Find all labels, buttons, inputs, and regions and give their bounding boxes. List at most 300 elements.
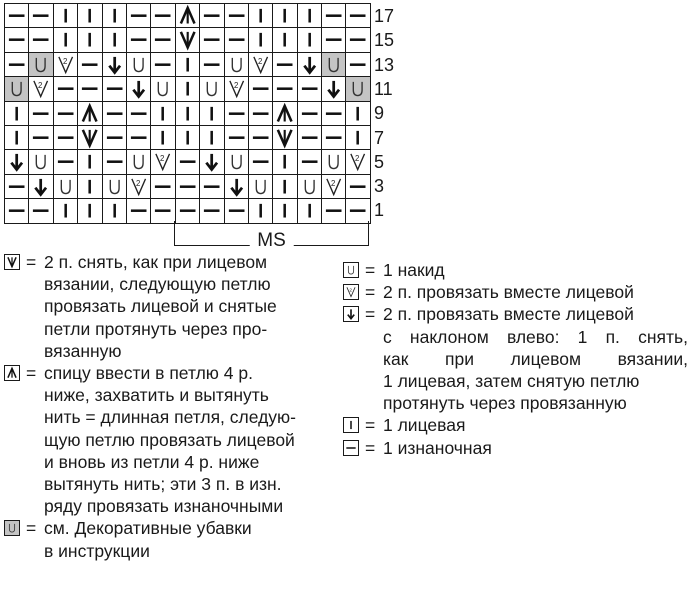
legend-text-line: 1 накид bbox=[383, 260, 445, 280]
chart-cell bbox=[53, 28, 77, 52]
decorative-decrease-icon bbox=[29, 53, 52, 76]
chart-cell bbox=[248, 28, 272, 52]
chart-cell bbox=[346, 28, 370, 52]
purl-icon bbox=[298, 126, 321, 149]
svg-text:2: 2 bbox=[331, 178, 336, 188]
chart-row bbox=[5, 4, 371, 28]
repeat-label: MS bbox=[249, 231, 294, 250]
knit-icon bbox=[78, 175, 101, 198]
purl-icon bbox=[103, 150, 126, 173]
yarn-over-icon bbox=[249, 175, 272, 198]
chart-cell bbox=[346, 150, 370, 174]
legend-item-sk2p bbox=[4, 251, 324, 362]
purl-icon bbox=[346, 199, 369, 222]
purl-icon bbox=[346, 53, 369, 76]
chart-cell bbox=[322, 28, 346, 52]
legend-item-long_up bbox=[4, 362, 324, 517]
yarn-over-icon bbox=[54, 175, 77, 198]
knit-icon bbox=[298, 199, 321, 222]
sk2p-icon bbox=[273, 126, 296, 149]
elongated-stitch-icon bbox=[273, 102, 296, 125]
chart-cell bbox=[322, 101, 346, 125]
knit-icon bbox=[151, 126, 174, 149]
chart-cell bbox=[78, 77, 102, 101]
purl-icon bbox=[343, 440, 359, 456]
legend-text-line: 1 лицевая, затем снятую петлю bbox=[383, 371, 640, 392]
legend-text-line: 2 п. провязать вместе лицевой bbox=[383, 304, 634, 325]
legend-item-ssk bbox=[343, 303, 688, 414]
purl-icon bbox=[5, 175, 28, 198]
chart-cell bbox=[53, 199, 77, 223]
chart-cell bbox=[200, 52, 224, 76]
purl-icon bbox=[176, 199, 199, 222]
chart-cell bbox=[224, 28, 248, 52]
chart-cell bbox=[5, 174, 29, 198]
chart-row bbox=[5, 150, 371, 174]
knit-icon bbox=[346, 126, 369, 149]
svg-text:2: 2 bbox=[349, 287, 353, 293]
legend-item-k bbox=[343, 414, 688, 436]
purl-icon bbox=[346, 4, 369, 27]
legend-text-line: провязать лицевой и снятые bbox=[44, 296, 277, 317]
chart-cell bbox=[297, 28, 321, 52]
chart-cell bbox=[53, 174, 77, 198]
purl-icon bbox=[127, 199, 150, 222]
chart-cell bbox=[5, 199, 29, 223]
chart-cell bbox=[102, 125, 126, 149]
sk2p-icon bbox=[176, 28, 199, 51]
chart-cell bbox=[224, 150, 248, 174]
knit-icon bbox=[103, 28, 126, 51]
knit-icon bbox=[249, 4, 272, 27]
chart-cell bbox=[273, 174, 297, 198]
legend-left bbox=[4, 251, 324, 562]
chart-cell bbox=[78, 150, 102, 174]
chart-cell bbox=[78, 28, 102, 52]
purl-icon bbox=[225, 126, 248, 149]
row-number: 1 bbox=[374, 200, 385, 221]
row-number: 7 bbox=[374, 127, 385, 148]
purl-icon bbox=[200, 53, 223, 76]
chart-cell bbox=[200, 199, 224, 223]
purl-icon bbox=[29, 28, 52, 51]
chart-cell bbox=[29, 101, 53, 125]
legend-item-p bbox=[343, 437, 688, 459]
row-number: 3 bbox=[374, 176, 385, 197]
chart-cell bbox=[126, 4, 150, 28]
purl-icon bbox=[5, 28, 28, 51]
ssk-icon bbox=[29, 175, 52, 198]
chart-cell bbox=[126, 28, 150, 52]
chart-cell bbox=[273, 125, 297, 149]
svg-text:2: 2 bbox=[38, 81, 43, 91]
chart-cell bbox=[175, 4, 199, 28]
chart-cell bbox=[346, 101, 370, 125]
yarn-over-icon bbox=[343, 262, 359, 278]
chart-cell bbox=[78, 125, 102, 149]
chart-cell bbox=[297, 77, 321, 101]
chart-cell bbox=[200, 125, 224, 149]
knit-icon bbox=[54, 4, 77, 27]
knit-icon bbox=[346, 102, 369, 125]
chart-cell bbox=[200, 101, 224, 125]
chart-cell bbox=[53, 4, 77, 28]
row-number: 9 bbox=[374, 103, 385, 124]
chart-cell bbox=[297, 52, 321, 76]
chart-cell bbox=[151, 101, 175, 125]
knit-icon bbox=[5, 102, 28, 125]
knit-icon bbox=[176, 126, 199, 149]
knit-icon bbox=[273, 28, 296, 51]
purl-icon bbox=[322, 28, 345, 51]
knit-icon bbox=[54, 28, 77, 51]
yarn-over-icon bbox=[200, 77, 223, 100]
chart-cell bbox=[151, 28, 175, 52]
legend-text-line: см. Декоративные убавки bbox=[44, 518, 252, 539]
chart-cell bbox=[273, 28, 297, 52]
chart-cell bbox=[29, 125, 53, 149]
chart-cell bbox=[297, 199, 321, 223]
chart-cell bbox=[5, 125, 29, 149]
yarn-over-icon bbox=[103, 175, 126, 198]
chart-cell bbox=[346, 77, 370, 101]
chart-cell bbox=[200, 77, 224, 101]
chart-cell bbox=[175, 199, 199, 223]
purl-icon bbox=[151, 175, 174, 198]
knit-icon bbox=[5, 126, 28, 149]
decorative-decrease-icon bbox=[5, 77, 28, 100]
knit-icon bbox=[200, 126, 223, 149]
chart-row bbox=[5, 52, 371, 76]
purl-icon bbox=[200, 199, 223, 222]
chart-cell bbox=[224, 101, 248, 125]
elongated-stitch-icon bbox=[176, 4, 199, 27]
purl-icon bbox=[29, 199, 52, 222]
chart-cell bbox=[102, 28, 126, 52]
row-number: 15 bbox=[374, 30, 395, 51]
knit-icon bbox=[343, 417, 359, 433]
chart-cell bbox=[78, 52, 102, 76]
purl-icon bbox=[29, 126, 52, 149]
chart-cell bbox=[126, 150, 150, 174]
k2tog-icon bbox=[151, 150, 174, 173]
chart-cell bbox=[248, 150, 272, 174]
chart-cell bbox=[248, 52, 272, 76]
purl-icon bbox=[103, 102, 126, 125]
purl-icon bbox=[78, 77, 101, 100]
purl-icon bbox=[127, 102, 150, 125]
chart-cell bbox=[53, 150, 77, 174]
chart-cell bbox=[126, 52, 150, 76]
knit-icon bbox=[54, 199, 77, 222]
chart-cell bbox=[5, 101, 29, 125]
chart-cell bbox=[151, 4, 175, 28]
chart-cell bbox=[53, 125, 77, 149]
legend-text-line: 2 п. провязать вместе лицевой bbox=[383, 282, 634, 303]
chart-cell bbox=[5, 150, 29, 174]
yarn-over-icon bbox=[151, 77, 174, 100]
purl-icon bbox=[200, 175, 223, 198]
chart-cell bbox=[126, 174, 150, 198]
chart-cell bbox=[5, 52, 29, 76]
chart-cell bbox=[273, 101, 297, 125]
ssk-icon bbox=[127, 77, 150, 100]
chart-cell bbox=[5, 4, 29, 28]
chart-cell bbox=[78, 174, 102, 198]
k2tog-icon bbox=[54, 53, 77, 76]
knit-icon bbox=[176, 77, 199, 100]
purl-icon bbox=[151, 28, 174, 51]
chart-cell bbox=[273, 77, 297, 101]
ssk-icon bbox=[5, 150, 28, 173]
ssk-icon bbox=[298, 53, 321, 76]
chart-cell bbox=[297, 150, 321, 174]
chart-cell bbox=[297, 174, 321, 198]
chart-cell bbox=[322, 174, 346, 198]
purl-icon bbox=[127, 28, 150, 51]
chart-cell bbox=[78, 199, 102, 223]
chart-cell bbox=[175, 125, 199, 149]
chart-cell bbox=[248, 4, 272, 28]
chart-cell bbox=[78, 101, 102, 125]
chart-cell bbox=[126, 125, 150, 149]
svg-text:2: 2 bbox=[233, 81, 238, 91]
chart-cell bbox=[297, 125, 321, 149]
knit-icon bbox=[298, 28, 321, 51]
chart-cell bbox=[53, 77, 77, 101]
chart-cell bbox=[151, 199, 175, 223]
chart-cell bbox=[102, 174, 126, 198]
chart-cell bbox=[322, 199, 346, 223]
equals-sign: = bbox=[365, 415, 376, 436]
legend-text-line: 1 изнаночная bbox=[383, 437, 492, 458]
row-number: 11 bbox=[374, 78, 393, 99]
chart-cell bbox=[29, 77, 53, 101]
chart-cell bbox=[248, 125, 272, 149]
purl-icon bbox=[322, 4, 345, 27]
knit-icon bbox=[298, 4, 321, 27]
chart-cell bbox=[248, 174, 272, 198]
svg-text:2: 2 bbox=[160, 154, 165, 164]
yarn-over-icon bbox=[225, 150, 248, 173]
purl-icon bbox=[29, 4, 52, 27]
knit-icon bbox=[249, 199, 272, 222]
chart-cell bbox=[346, 125, 370, 149]
chart-cell bbox=[102, 150, 126, 174]
chart-cell bbox=[5, 77, 29, 101]
purl-icon bbox=[103, 77, 126, 100]
decorative-decrease-icon bbox=[322, 53, 345, 76]
yarn-over-icon bbox=[29, 150, 52, 173]
purl-icon bbox=[225, 102, 248, 125]
equals-sign: = bbox=[26, 252, 37, 272]
purl-icon bbox=[5, 53, 28, 76]
yarn-over-icon bbox=[127, 150, 150, 173]
purl-icon bbox=[151, 199, 174, 222]
legend-right bbox=[343, 259, 688, 459]
row-number: 17 bbox=[374, 6, 395, 26]
legend-text-line: спицу ввести в петлю 4 р. bbox=[44, 363, 253, 384]
chart-cell bbox=[273, 199, 297, 223]
legend-text-line: 2 п. снять, как при лицевом bbox=[44, 252, 268, 272]
chart-cell bbox=[175, 174, 199, 198]
knit-icon bbox=[78, 28, 101, 51]
knit-icon bbox=[200, 102, 223, 125]
purl-icon bbox=[249, 102, 272, 125]
chart-cell bbox=[224, 4, 248, 28]
repeat-bracket bbox=[174, 221, 369, 251]
k2tog-icon bbox=[322, 175, 345, 198]
purl-icon bbox=[322, 102, 345, 125]
chart-cell bbox=[297, 101, 321, 125]
yarn-over-icon bbox=[298, 175, 321, 198]
row-number: 13 bbox=[374, 54, 395, 75]
yarn-over-icon bbox=[127, 53, 150, 76]
chart-cell bbox=[224, 174, 248, 198]
legend-text-line: в инструкции bbox=[44, 540, 150, 561]
chart-cell bbox=[5, 28, 29, 52]
chart-cell bbox=[200, 4, 224, 28]
yarn-over-icon bbox=[225, 53, 248, 76]
ssk-icon bbox=[200, 150, 223, 173]
legend-item-yo_grey bbox=[4, 517, 324, 561]
k2tog-icon bbox=[29, 77, 52, 100]
row-number: 5 bbox=[374, 151, 385, 172]
k2tog-icon bbox=[225, 77, 248, 100]
decorative-decrease-icon bbox=[4, 520, 20, 536]
purl-icon bbox=[298, 77, 321, 100]
purl-icon bbox=[346, 175, 369, 198]
purl-icon bbox=[127, 126, 150, 149]
chart-cell bbox=[126, 77, 150, 101]
purl-icon bbox=[151, 53, 174, 76]
legend-text-line: и вновь из петли 4 р. ниже bbox=[44, 451, 260, 472]
chart-cell bbox=[248, 77, 272, 101]
chart-cell bbox=[224, 77, 248, 101]
legend-text-line: вязании, следующую петлю bbox=[44, 274, 271, 295]
chart-cell bbox=[346, 199, 370, 223]
purl-icon bbox=[298, 102, 321, 125]
knit-icon bbox=[273, 175, 296, 198]
ssk-icon bbox=[343, 306, 359, 322]
chart-cell bbox=[200, 28, 224, 52]
chart-row bbox=[5, 125, 371, 149]
purl-icon bbox=[29, 102, 52, 125]
chart-cell bbox=[224, 199, 248, 223]
chart-cell bbox=[78, 4, 102, 28]
legend-text-line: ряду провязать изнаночными bbox=[44, 496, 284, 517]
knit-icon bbox=[78, 199, 101, 222]
chart-cell bbox=[322, 4, 346, 28]
chart-cell bbox=[175, 77, 199, 101]
legend-text-line: петли протянуть через про- bbox=[44, 318, 268, 339]
legend-text-line: вязанную bbox=[44, 340, 122, 361]
chart-cell bbox=[346, 52, 370, 76]
chart-cell bbox=[151, 52, 175, 76]
chart-cell bbox=[200, 150, 224, 174]
chart-cell bbox=[322, 52, 346, 76]
purl-icon bbox=[249, 150, 272, 173]
knit-icon bbox=[151, 102, 174, 125]
knit-icon bbox=[176, 102, 199, 125]
purl-icon bbox=[200, 28, 223, 51]
chart-cell bbox=[29, 52, 53, 76]
k2tog-icon bbox=[127, 175, 150, 198]
purl-icon bbox=[249, 126, 272, 149]
equals-sign: = bbox=[365, 282, 376, 303]
chart-cell bbox=[151, 174, 175, 198]
k2tog-icon bbox=[346, 150, 369, 173]
chart-cell bbox=[29, 4, 53, 28]
purl-icon bbox=[54, 150, 77, 173]
chart-cell bbox=[151, 125, 175, 149]
knit-icon bbox=[176, 53, 199, 76]
chart-cell bbox=[224, 125, 248, 149]
chart-cell bbox=[102, 52, 126, 76]
legend-text-line: нить = длинная петля, следую- bbox=[44, 407, 297, 428]
purl-icon bbox=[176, 175, 199, 198]
svg-text:2: 2 bbox=[257, 56, 263, 66]
knit-icon bbox=[103, 199, 126, 222]
purl-icon bbox=[176, 150, 199, 173]
chart-cell bbox=[322, 125, 346, 149]
purl-icon bbox=[78, 53, 101, 76]
knit-icon bbox=[273, 4, 296, 27]
legend-item-k2tog bbox=[343, 281, 688, 303]
chart-cell bbox=[175, 28, 199, 52]
purl-icon bbox=[103, 126, 126, 149]
purl-icon bbox=[322, 126, 345, 149]
chart-row bbox=[5, 174, 371, 198]
svg-text:2: 2 bbox=[62, 56, 68, 66]
elongated-stitch-icon bbox=[78, 102, 101, 125]
purl-icon bbox=[225, 4, 248, 27]
chart-cell bbox=[175, 150, 199, 174]
svg-text:2: 2 bbox=[135, 178, 141, 188]
chart-cell bbox=[53, 101, 77, 125]
legend-text-line: щую петлю провязать лицевой bbox=[44, 429, 295, 450]
chart-cell bbox=[175, 52, 199, 76]
chart-cell bbox=[53, 52, 77, 76]
chart-cell bbox=[346, 4, 370, 28]
svg-text:2: 2 bbox=[355, 154, 360, 164]
equals-sign: = bbox=[365, 304, 376, 325]
chart-cell bbox=[248, 101, 272, 125]
purl-icon bbox=[225, 199, 248, 222]
purl-icon bbox=[322, 199, 345, 222]
yarn-over-icon bbox=[322, 150, 345, 173]
ssk-icon bbox=[322, 77, 345, 100]
legend-text-line: ниже, захватить и вытянуть bbox=[44, 385, 269, 406]
chart-cell bbox=[224, 52, 248, 76]
chart-cell bbox=[322, 77, 346, 101]
equals-sign: = bbox=[26, 518, 37, 539]
legend-text-line: протянуть через провязанную bbox=[383, 393, 627, 414]
chart-row bbox=[5, 28, 371, 52]
knit-icon bbox=[273, 150, 296, 173]
purl-icon bbox=[225, 28, 248, 51]
purl-icon bbox=[273, 53, 296, 76]
sk2p-icon bbox=[78, 126, 101, 149]
purl-icon bbox=[151, 4, 174, 27]
purl-icon bbox=[298, 150, 321, 173]
purl-icon bbox=[5, 4, 28, 27]
knit-icon bbox=[78, 4, 101, 27]
purl-icon bbox=[346, 28, 369, 51]
legend-text-line: с наклоном влево: 1 п. снять, bbox=[383, 326, 688, 347]
chart-row bbox=[5, 77, 371, 101]
purl-icon bbox=[200, 4, 223, 27]
